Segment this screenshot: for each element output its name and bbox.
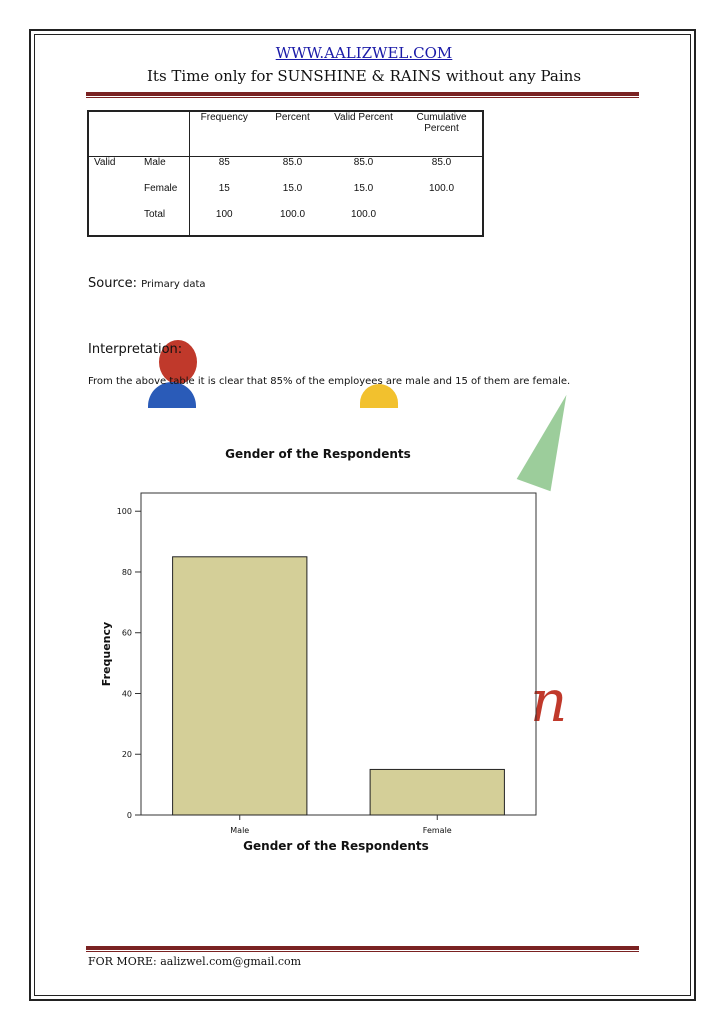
bar-male [173,557,307,815]
y-tick-label: 0 [126,811,132,820]
footer-divider-thin [86,951,639,952]
y-tick-label: 80 [121,567,132,577]
x-axis [230,815,452,835]
footer-divider [86,946,639,950]
cell-frequency: 15 [218,183,230,194]
watermark-logo-letter: n [530,667,568,735]
source-value: Primary data [141,279,206,290]
x-axis-label: Gender of the Respondents [243,839,429,853]
footer-contact: FOR MORE: aalizwel.com@gmail.com [88,955,302,968]
group-label: Valid [88,157,142,184]
site-link[interactable]: WWW.AALIZWEL.COM [275,44,453,62]
col-header-percent: Percent [259,111,326,157]
col-header-frequency: Frequency [189,111,259,157]
x-tick-label: Male [230,826,250,835]
col-header-valid-percent: Valid Percent [326,111,401,157]
cell-cumulative-percent: 100.0 [401,183,483,209]
cell-valid-percent: 100.0 [326,209,401,236]
interpretation-heading: Interpretation: [88,342,183,357]
y-axis-label: Frequency [100,621,113,687]
cell-percent: 85.0 [259,157,326,184]
y-tick-label: 40 [121,689,132,699]
row-label: Male [142,157,189,184]
y-tick-label: 20 [121,750,132,760]
x-tick-label: Female [422,826,452,835]
cell-valid-percent: 85.0 [326,157,401,184]
interpretation-text: From the above table it is clear that 85% of the employees are male and 15 of them are female. [88,376,571,387]
bar-female [370,769,504,815]
col-header-cumulative-percent: Cumulative Percent [401,111,483,157]
cell-percent: 15.0 [282,183,303,194]
y-axis [117,507,141,820]
row-label: Total [142,209,189,236]
y-tick-label: 100 [116,507,132,517]
source-label: Source: [88,276,138,291]
site-tagline: Its Time only for SUNSHINE & RAINS without any Pains [146,67,582,85]
y-tick-label: 60 [121,628,132,638]
cell-frequency: 85 [189,157,259,184]
cell-percent: 100.0 [259,209,326,236]
row-label: Female [142,183,189,209]
cell-valid-percent: 15.0 [353,183,374,194]
cell-cumulative-percent: 85.0 [401,157,483,184]
bar-series [173,557,505,815]
cell-frequency: 100 [189,209,259,236]
chart-title: Gender of the Respondents [225,447,411,461]
